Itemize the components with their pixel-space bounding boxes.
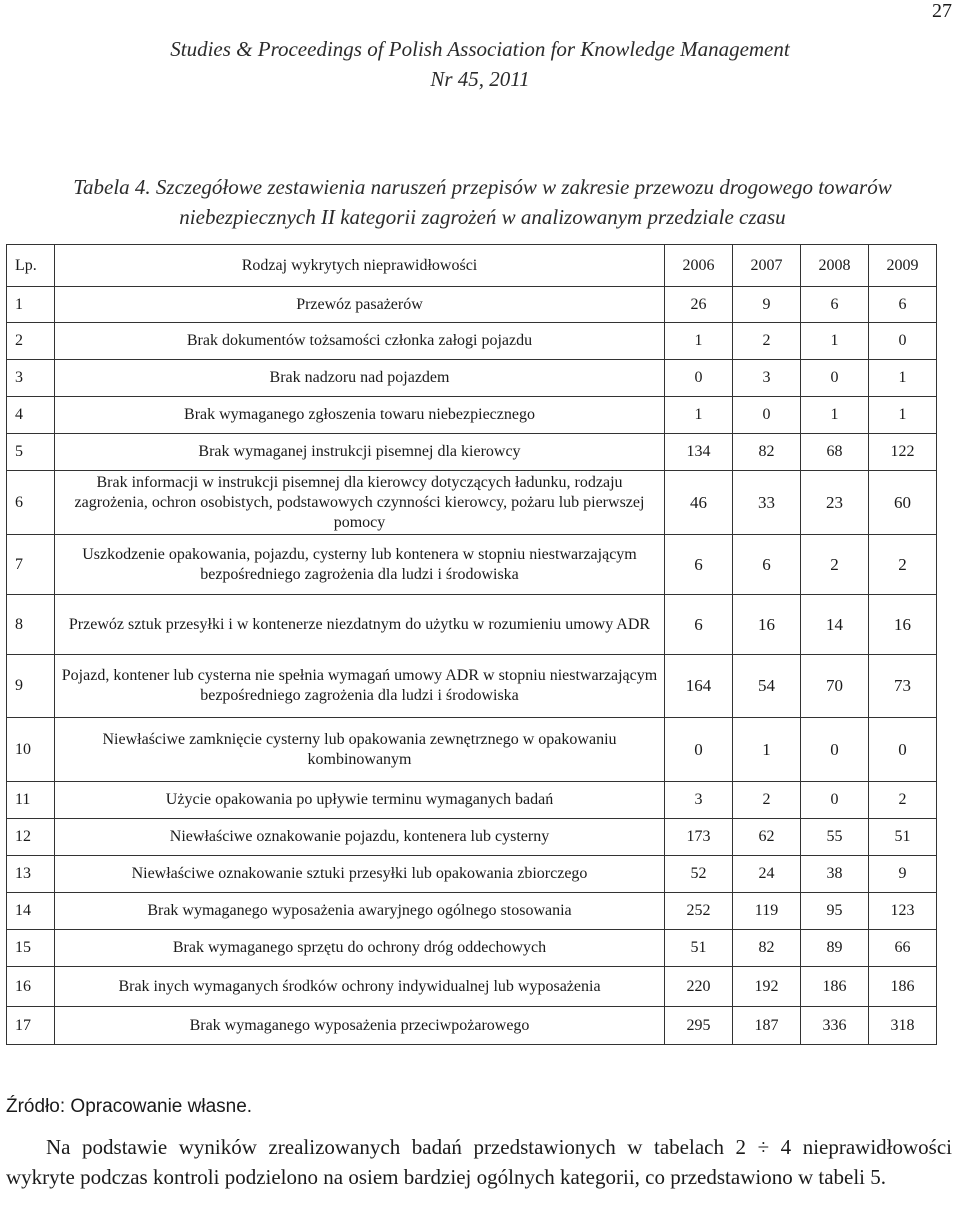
row-value-2008: 89: [801, 930, 869, 967]
row-value-2008: 23: [801, 471, 869, 535]
row-value-2008: 0: [801, 360, 869, 397]
row-value-2009: 0: [869, 323, 937, 360]
row-value-2009: 6: [869, 287, 937, 323]
row-value-2007: 6: [733, 535, 801, 595]
row-value-2009: 1: [869, 360, 937, 397]
row-value-2009: 66: [869, 930, 937, 967]
header-2006: 2006: [665, 245, 733, 287]
row-description: Brak wymaganego sprzętu do ochrony dróg oddechowych: [55, 930, 665, 967]
table-row: [7, 967, 937, 1007]
row-value-2009: 1: [869, 397, 937, 434]
row-description: Brak dokumentów tożsamości członka załogi pojazdu: [55, 323, 665, 360]
row-value-2006: 295: [665, 1007, 733, 1045]
table-row: [7, 718, 937, 782]
row-lp: 15: [7, 930, 55, 967]
row-lp: 7: [7, 535, 55, 595]
row-value-2008: 1: [801, 397, 869, 434]
journal-title: Studies & Proceedings of Polish Association for Knowledge Management: [170, 37, 790, 61]
row-value-2007: 33: [733, 471, 801, 535]
row-value-2007: 82: [733, 930, 801, 967]
row-value-2006: 220: [665, 967, 733, 1007]
row-value-2007: 62: [733, 819, 801, 856]
row-value-2009: 73: [869, 655, 937, 718]
row-value-2008: 0: [801, 782, 869, 819]
row-lp: 9: [7, 655, 55, 718]
table-caption-line-1: Tabela 4. Szczegółowe zestawienia naruszeń przepisów w zakresie przewozu drogowego towarów: [73, 175, 892, 199]
row-description: Przewóz sztuk przesyłki i w kontenerze niezdatnym do użytku w rozumieniu umowy ADR: [55, 595, 665, 655]
row-lp: 12: [7, 819, 55, 856]
row-value-2006: 252: [665, 893, 733, 930]
row-lp: 11: [7, 782, 55, 819]
header-lp: Lp.: [7, 245, 55, 287]
row-value-2007: 119: [733, 893, 801, 930]
row-value-2007: 2: [733, 782, 801, 819]
header-2008: 2008: [801, 245, 869, 287]
row-value-2008: 1: [801, 323, 869, 360]
row-value-2008: 38: [801, 856, 869, 893]
row-value-2008: 55: [801, 819, 869, 856]
row-lp: 5: [7, 434, 55, 471]
row-description: Brak wymaganej instrukcji pisemnej dla kierowcy: [55, 434, 665, 471]
row-lp: 13: [7, 856, 55, 893]
row-description: Brak nadzoru nad pojazdem: [55, 360, 665, 397]
page-number: 27: [932, 0, 952, 22]
header-description: Rodzaj wykrytych nieprawidłowości: [55, 245, 665, 287]
journal-header: [0, 34, 960, 94]
row-value-2007: 82: [733, 434, 801, 471]
row-value-2009: 2: [869, 535, 937, 595]
row-value-2009: 318: [869, 1007, 937, 1045]
row-value-2009: 186: [869, 967, 937, 1007]
violations-table: [6, 244, 937, 1045]
row-value-2008: 95: [801, 893, 869, 930]
row-lp: 17: [7, 1007, 55, 1045]
table-header-row: [7, 245, 937, 287]
table-row: [7, 360, 937, 397]
row-value-2009: 16: [869, 595, 937, 655]
table-row: [7, 893, 937, 930]
row-value-2009: 122: [869, 434, 937, 471]
table-row: [7, 535, 937, 595]
table-row: [7, 1007, 937, 1045]
row-value-2007: 16: [733, 595, 801, 655]
table-row: [7, 782, 937, 819]
row-description: Brak informacji w instrukcji pisemnej dla kierowcy dotyczących ładunku, rodzaju zagrożenia, ochron osobistych, podstawowych czynności kierowcy, pożaru lub pierwszej pomocy: [55, 471, 665, 535]
row-description: Brak wymaganego zgłoszenia towaru niebezpiecznego: [55, 397, 665, 434]
row-lp: 10: [7, 718, 55, 782]
row-value-2007: 0: [733, 397, 801, 434]
header-2007: 2007: [733, 245, 801, 287]
row-description: Brak wymaganego wyposażenia awaryjnego ogólnego stosowania: [55, 893, 665, 930]
row-value-2009: 2: [869, 782, 937, 819]
table-row: [7, 819, 937, 856]
table-row: [7, 595, 937, 655]
table-row: [7, 434, 937, 471]
row-value-2009: 0: [869, 718, 937, 782]
row-value-2009: 123: [869, 893, 937, 930]
row-description: Uszkodzenie opakowania, pojazdu, cysterny lub kontenera w stopniu niestwarzającym bezpośredniego zagrożenia dla ludzi i środowiska: [55, 535, 665, 595]
table-row: [7, 397, 937, 434]
table-caption: [10, 172, 955, 232]
row-value-2006: 0: [665, 360, 733, 397]
table-caption-line-2: niebezpiecznych II kategorii zagrożeń w analizowanym przedziale czasu: [179, 205, 786, 229]
body-paragraph: Na podstawie wyników zrealizowanych badań przedstawionych w tabelach 2 ÷ 4 nieprawidłowości wykryte podczas kontroli podzielono na osiem bardziej ogólnych kategorii, co przedstawiono w tabeli 5.: [6, 1135, 952, 1189]
row-value-2007: 9: [733, 287, 801, 323]
row-description: Niewłaściwe oznakowanie sztuki przesyłki lub opakowania zbiorczego: [55, 856, 665, 893]
row-value-2006: 46: [665, 471, 733, 535]
row-description: Brak wymaganego wyposażenia przeciwpożarowego: [55, 1007, 665, 1045]
row-value-2008: 70: [801, 655, 869, 718]
table-source: Źródło: Opracowanie własne.: [6, 1096, 253, 1117]
table-row: [7, 655, 937, 718]
row-value-2006: 26: [665, 287, 733, 323]
header-2009: 2009: [869, 245, 937, 287]
journal-issue: Nr 45, 2011: [430, 67, 530, 91]
row-value-2009: 9: [869, 856, 937, 893]
row-value-2007: 192: [733, 967, 801, 1007]
row-value-2007: 1: [733, 718, 801, 782]
row-value-2008: 68: [801, 434, 869, 471]
row-lp: 3: [7, 360, 55, 397]
row-value-2006: 173: [665, 819, 733, 856]
table-row: [7, 323, 937, 360]
row-value-2006: 134: [665, 434, 733, 471]
row-value-2007: 24: [733, 856, 801, 893]
row-lp: 14: [7, 893, 55, 930]
row-lp: 4: [7, 397, 55, 434]
row-value-2006: 6: [665, 535, 733, 595]
row-value-2006: 1: [665, 323, 733, 360]
row-value-2006: 51: [665, 930, 733, 967]
row-lp: 6: [7, 471, 55, 535]
row-value-2008: 14: [801, 595, 869, 655]
row-lp: 16: [7, 967, 55, 1007]
row-value-2008: 6: [801, 287, 869, 323]
row-lp: 1: [7, 287, 55, 323]
table-row: [7, 930, 937, 967]
row-value-2007: 187: [733, 1007, 801, 1045]
row-value-2006: 0: [665, 718, 733, 782]
row-value-2008: 0: [801, 718, 869, 782]
row-description: Użycie opakowania po upływie terminu wymaganych badań: [55, 782, 665, 819]
table-row: [7, 856, 937, 893]
row-value-2008: 186: [801, 967, 869, 1007]
table-row: [7, 471, 937, 535]
row-value-2006: 1: [665, 397, 733, 434]
row-value-2009: 51: [869, 819, 937, 856]
row-value-2006: 6: [665, 595, 733, 655]
row-value-2007: 2: [733, 323, 801, 360]
row-value-2007: 3: [733, 360, 801, 397]
row-value-2006: 164: [665, 655, 733, 718]
violations-table-body: [7, 245, 937, 1045]
row-description: Niewłaściwe oznakowanie pojazdu, kontenera lub cysterny: [55, 819, 665, 856]
row-description: Brak inych wymaganych środków ochrony indywidualnej lub wyposażenia: [55, 967, 665, 1007]
row-description: Niewłaściwe zamknięcie cysterny lub opakowania zewnętrznego w opakowaniu kombinowanym: [55, 718, 665, 782]
row-value-2006: 3: [665, 782, 733, 819]
row-description: Przewóz pasażerów: [55, 287, 665, 323]
row-value-2009: 60: [869, 471, 937, 535]
row-lp: 2: [7, 323, 55, 360]
row-value-2006: 52: [665, 856, 733, 893]
row-value-2008: 336: [801, 1007, 869, 1045]
row-lp: 8: [7, 595, 55, 655]
table-row: [7, 287, 937, 323]
row-value-2007: 54: [733, 655, 801, 718]
row-value-2008: 2: [801, 535, 869, 595]
row-description: Pojazd, kontener lub cysterna nie spełnia wymagań umowy ADR w stopniu niestwarzającym bezpośredniego zagrożenia dla ludzi i środowiska: [55, 655, 665, 718]
